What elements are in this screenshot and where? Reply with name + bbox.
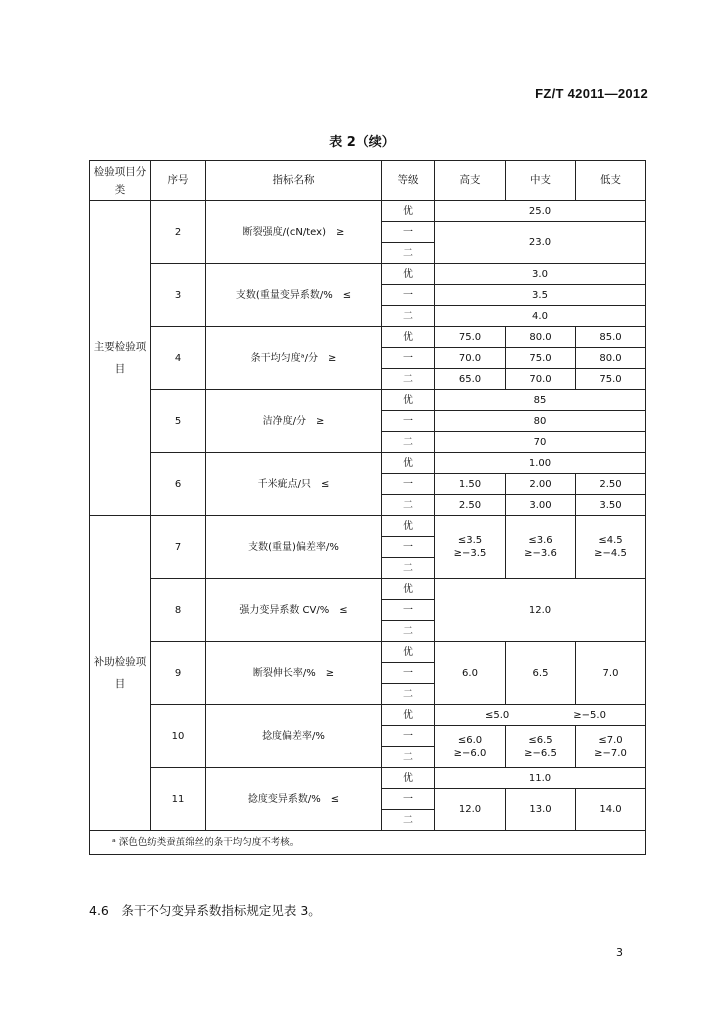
value-cell: 80: [435, 411, 646, 432]
grade-cell: 优: [382, 516, 435, 537]
item-no: 7: [151, 516, 206, 579]
value-cell: [576, 516, 646, 579]
paragraph-4-6: 4.6 条干不匀变异系数指标规定见表 3。: [89, 903, 321, 918]
value-cell: 2.50: [435, 495, 506, 516]
grade-cell: 优: [382, 453, 435, 474]
value-cell: 75.0: [576, 369, 646, 390]
col-category: 检验项目分类: [90, 161, 151, 201]
value-cell: [435, 516, 506, 579]
grade-cell: 二: [382, 810, 435, 831]
item-name: 支数(重量变异系数/% ≤: [206, 264, 382, 327]
value-cell: 12.0: [435, 579, 646, 642]
item-no: 11: [151, 768, 206, 831]
value-cell: 70: [435, 432, 646, 453]
category-aux: 补助检验项目: [90, 516, 151, 831]
item-no: 3: [151, 264, 206, 327]
value-cell: 85: [435, 390, 646, 411]
value-cell: 23.0: [435, 222, 646, 264]
grade-cell: 二: [382, 306, 435, 327]
value-cell: 1.50: [435, 474, 506, 495]
item-no: 2: [151, 201, 206, 264]
value-cell: 7.0: [576, 642, 646, 705]
item-no: 10: [151, 705, 206, 768]
value-upper: ≤4.5: [598, 535, 623, 546]
col-grade: 等级: [382, 161, 435, 201]
col-mid: 中支: [506, 161, 576, 201]
value-cell: 2.00: [506, 474, 576, 495]
col-low: 低支: [576, 161, 646, 201]
item-no: 6: [151, 453, 206, 516]
value-cell: 12.0: [435, 789, 506, 831]
item-name: 捻度变异系数/% ≤: [206, 768, 382, 831]
value-cell: 85.0: [576, 327, 646, 348]
value-upper: ≤3.5: [457, 535, 483, 546]
table-row: [90, 705, 646, 726]
grade-cell: 一: [382, 411, 435, 432]
value-cell: 70.0: [435, 348, 506, 369]
table-row: [90, 768, 646, 789]
table-row: [90, 453, 646, 474]
value-upper: ≤6.0: [457, 734, 483, 746]
value-upper: ≤7.0: [598, 734, 623, 746]
grade-cell: 一: [382, 537, 435, 558]
value-cell: 80.0: [506, 327, 576, 348]
value-cell: 6.5: [506, 642, 576, 705]
value-cell: 80.0: [576, 348, 646, 369]
table-row: [90, 264, 646, 285]
value-upper: ≤5.0: [485, 709, 510, 721]
grade-cell: 二: [382, 369, 435, 390]
table-row: [90, 642, 646, 663]
grade-cell: 二: [382, 243, 435, 264]
value-cell: 75.0: [506, 348, 576, 369]
col-name: 指标名称: [206, 161, 382, 201]
grade-cell: 优: [382, 579, 435, 600]
spec-table: [89, 160, 646, 855]
grade-cell: 一: [382, 348, 435, 369]
value-cell: 11.0: [435, 768, 646, 789]
grade-cell: 优: [382, 642, 435, 663]
item-name: 断裂伸长率/% ≥: [206, 642, 382, 705]
page-number: 3: [616, 946, 623, 959]
table-row: [90, 516, 646, 537]
item-name: 支数(重量)偏差率/%: [206, 516, 382, 579]
table-row: [90, 201, 646, 222]
table-footnote: ᵃ 深色色纺类蚕茧绵丝的条干均匀度不考核。: [90, 831, 646, 855]
value-cell: 3.0: [435, 264, 646, 285]
grade-cell: 一: [382, 222, 435, 243]
item-no: 9: [151, 642, 206, 705]
value-lower: ≥−3.5: [453, 548, 487, 559]
value-lower: ≥−4.5: [594, 548, 627, 559]
grade-cell: 一: [382, 600, 435, 621]
col-high: 高支: [435, 161, 506, 201]
grade-cell: 一: [382, 663, 435, 684]
grade-cell: 优: [382, 201, 435, 222]
item-no: 4: [151, 327, 206, 390]
category-main: 主要检验项目: [90, 201, 151, 516]
grade-cell: 二: [382, 495, 435, 516]
value-cell: 3.5: [435, 285, 646, 306]
value-cell: 13.0: [506, 789, 576, 831]
value-lower: ≥−6.0: [453, 747, 487, 759]
grade-cell: 一: [382, 789, 435, 810]
grade-cell: 二: [382, 558, 435, 579]
grade-cell: 优: [382, 327, 435, 348]
item-no: 8: [151, 579, 206, 642]
grade-cell: 二: [382, 684, 435, 705]
value-cell: [576, 726, 646, 768]
value-lower: ≥−3.6: [524, 548, 557, 559]
value-lower: ≥−5.0: [573, 709, 606, 721]
item-name: 千米疵点/只 ≤: [206, 453, 382, 516]
grade-cell: 优: [382, 768, 435, 789]
item-name: 条干均匀度ᵃ/分 ≥: [206, 327, 382, 390]
grade-cell: 一: [382, 726, 435, 747]
value-upper: ≤3.6: [528, 535, 553, 546]
value-lower: ≥−6.5: [524, 747, 557, 759]
table-title: 表 2（续）: [329, 135, 395, 150]
item-name: 强力变异系数 CV/% ≤: [206, 579, 382, 642]
item-name: 洁净度/分 ≥: [206, 390, 382, 453]
value-cell: 65.0: [435, 369, 506, 390]
value-cell: 70.0: [506, 369, 576, 390]
value-cell: [506, 516, 576, 579]
grade-cell: 优: [382, 705, 435, 726]
grade-cell: 二: [382, 621, 435, 642]
table-row: [90, 390, 646, 411]
value-cell: 25.0: [435, 201, 646, 222]
grade-cell: 优: [382, 264, 435, 285]
value-cell: 2.50: [576, 474, 646, 495]
table-row: [90, 327, 646, 348]
grade-cell: 二: [382, 747, 435, 768]
value-upper: ≤6.5: [528, 734, 553, 746]
value-lower: ≥−7.0: [594, 747, 627, 759]
value-cell: [506, 726, 576, 768]
value-cell: 4.0: [435, 306, 646, 327]
table-row: [90, 579, 646, 600]
value-cell: 3.00: [506, 495, 576, 516]
value-cell: 6.0: [435, 642, 506, 705]
value-cell: [435, 726, 506, 768]
document-code: FZ/T 42011—2012: [535, 86, 648, 101]
value-cell: 3.50: [576, 495, 646, 516]
grade-cell: 优: [382, 390, 435, 411]
value-cell: 14.0: [576, 789, 646, 831]
table-header-row: [90, 161, 646, 201]
grade-cell: 二: [382, 432, 435, 453]
value-cell: 75.0: [435, 327, 506, 348]
grade-cell: 一: [382, 285, 435, 306]
col-no: 序号: [151, 161, 206, 201]
value-cell: 1.00: [435, 453, 646, 474]
item-name: 捻度偏差率/%: [206, 705, 382, 768]
item-name: 断裂强度/(cN/tex) ≥: [206, 201, 382, 264]
table-footnote-row: [90, 831, 646, 855]
grade-cell: 一: [382, 474, 435, 495]
item-no: 5: [151, 390, 206, 453]
value-cell: [435, 705, 646, 726]
